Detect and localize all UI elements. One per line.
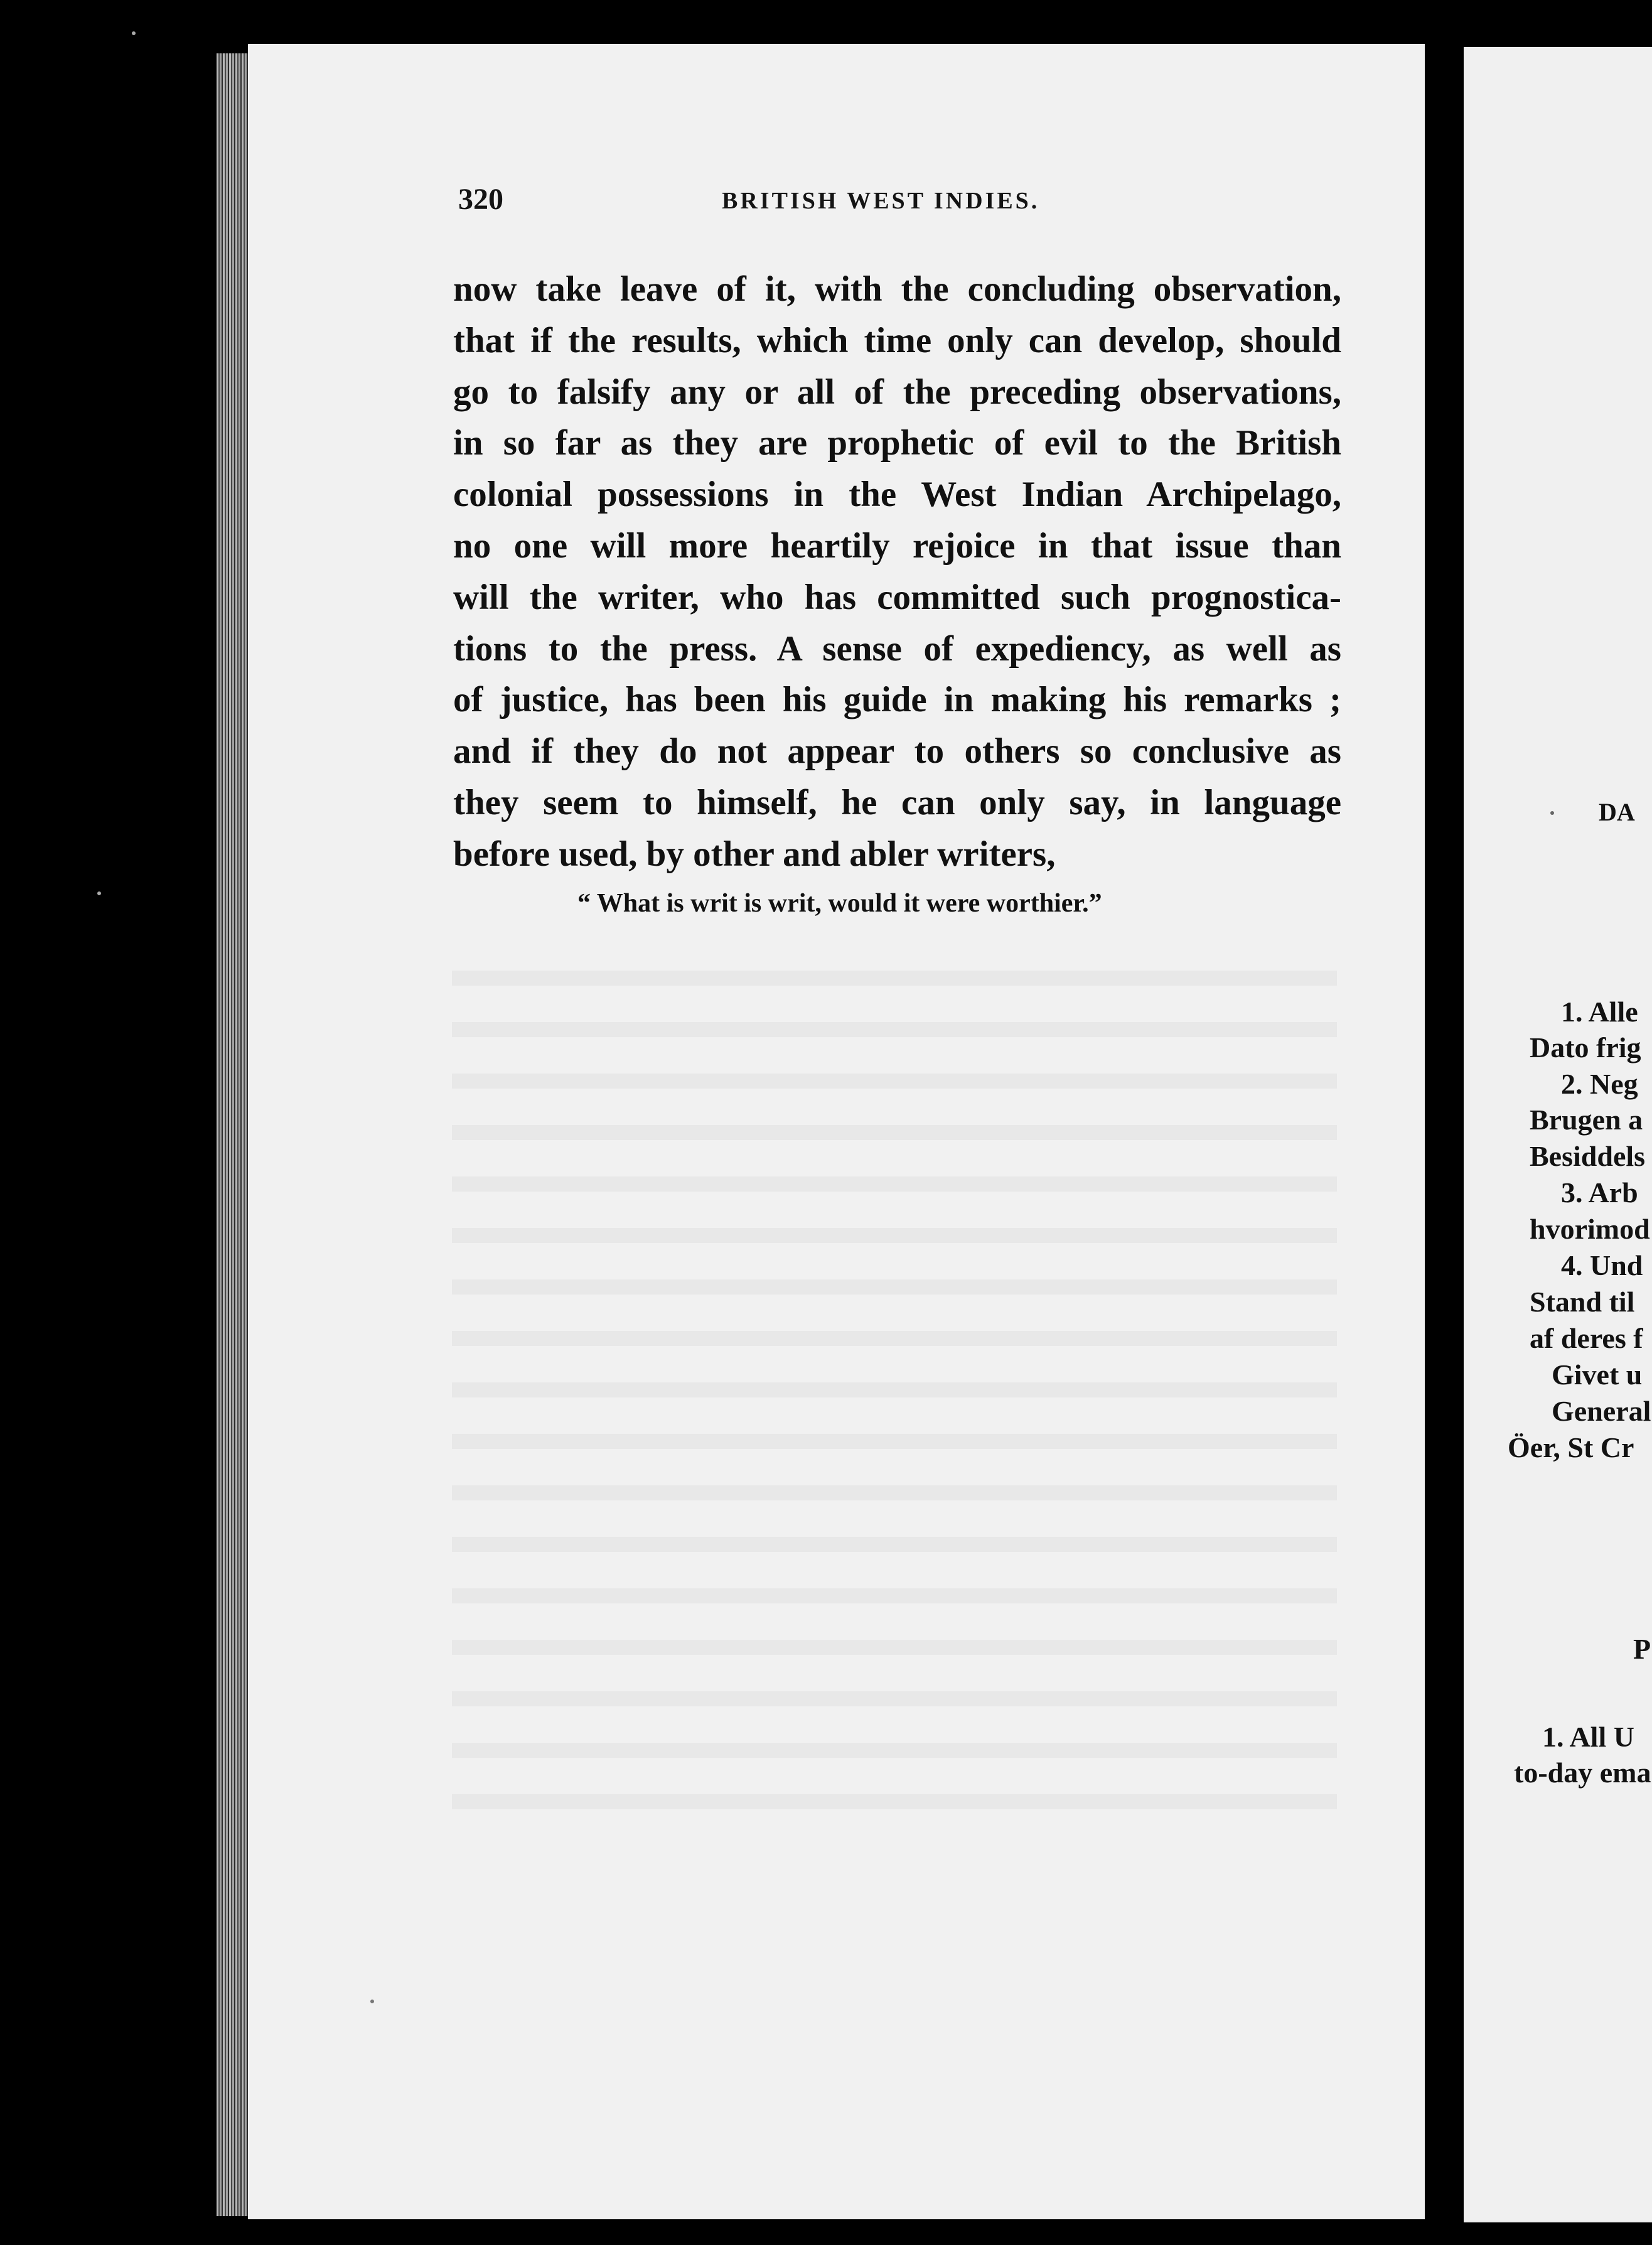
text-line: before used, by other and abler writers, xyxy=(453,834,1056,874)
speck xyxy=(370,2000,374,2003)
body-text xyxy=(453,264,1341,880)
text-line: hvorimod xyxy=(1530,1213,1650,1245)
text-line: Stand til xyxy=(1530,1286,1635,1318)
text-line: no one will more heartily rejoice in that issue than xyxy=(453,525,1341,566)
subheading-fragment: P xyxy=(1633,1633,1651,1665)
text-line: now take leave of it, with the concluding observation, xyxy=(453,269,1341,309)
text-line: colonial possessions in the West Indian Archipelago, xyxy=(453,475,1341,515)
speck xyxy=(132,31,136,35)
gutter xyxy=(1425,25,1464,2245)
text-line: in so far as they are prophetic of evil to the British xyxy=(453,423,1341,463)
text-line: to-day ema xyxy=(1514,1757,1651,1789)
heading-fragment: DA xyxy=(1599,798,1635,826)
speck xyxy=(1550,811,1554,815)
text-line: and if they do not appear to others so conclusive as xyxy=(453,731,1341,772)
page-edge xyxy=(217,53,251,2216)
text-line: of justice, has been his guide in making his remarks ; xyxy=(453,680,1341,720)
text-line: Givet u xyxy=(1552,1359,1643,1391)
text-line: 4. Und xyxy=(1561,1249,1643,1281)
text-line: that if the results, which time only can develop, should xyxy=(453,320,1341,360)
text-line: will the writer, who has committed such prognostica- xyxy=(453,577,1341,617)
text-line: Besiddels xyxy=(1530,1140,1646,1172)
show-through-texture xyxy=(452,942,1337,1839)
text-line: they seem to himself, he can only say, in language xyxy=(453,782,1341,822)
page-number: 320 xyxy=(458,183,503,216)
text-line: Dato frig xyxy=(1530,1031,1641,1063)
text-line: tions to the press. A sense of expediency, as well as xyxy=(453,628,1341,669)
text-line: Öer, St Cr xyxy=(1508,1431,1634,1463)
text-line: 1. Alle xyxy=(1561,996,1638,1028)
text-line: 1. All U xyxy=(1542,1721,1634,1753)
running-title: BRITISH WEST INDIES. xyxy=(722,188,1040,214)
speck xyxy=(97,891,101,895)
quotation: “ What is writ is writ, would it were worthier.” xyxy=(577,889,1102,918)
text-line: 2. Neg xyxy=(1561,1068,1638,1100)
text-line: General xyxy=(1552,1395,1651,1427)
text-line: 3. Arb xyxy=(1561,1176,1638,1209)
page-header xyxy=(458,182,1092,232)
text-line: go to falsify any or all of the preceding observations, xyxy=(453,372,1341,412)
text-line: af deres f xyxy=(1530,1322,1643,1354)
right-page xyxy=(1464,47,1652,2222)
text-line: Brugen a xyxy=(1530,1104,1643,1136)
